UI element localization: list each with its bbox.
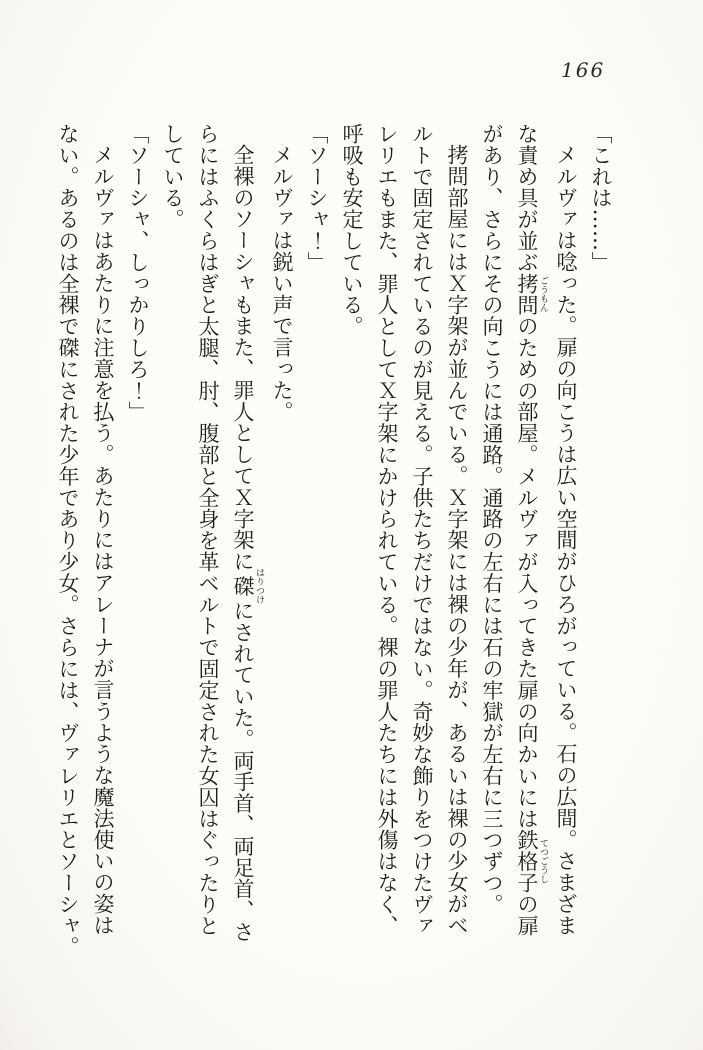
ruby-annotation-tetsugoushi	[515, 829, 548, 894]
text-run: にされていた。両手首、両足首、さ	[231, 600, 255, 943]
text-column-12: らにはふくらはぎと太腿、肘、腹部と全身を革ベルトで固定された女囚はぐったりと	[196, 123, 220, 937]
text-run: の扉	[515, 893, 539, 937]
text-run: な責め具が並ぶ	[515, 123, 539, 273]
text-block	[50, 123, 618, 958]
text-column-7: レリエもまた、罪人としてＸ字架にかけられている。裸の罪人たちには外傷はなく、	[375, 123, 399, 937]
text-column-5: 拷問部屋にはＸ字架が並んでいる。Ｘ字架には裸の少年が、あるいは裸の少女がベ	[445, 144, 469, 936]
ruby-base: 磔	[231, 568, 255, 604]
text-column-6: ルトで固定されているのが見える。子供たちだけではない。奇妙な飾りをつけたヴァ	[410, 123, 434, 937]
text-column-8: 呼吸も安定している。	[340, 123, 364, 337]
text-column-11	[225, 123, 264, 943]
text-run: のための部屋。メルヴァが入ってきた扉の向かいには	[515, 315, 539, 830]
text-column-1: 「これは……」	[589, 123, 613, 273]
text-column-15: メルヴァはあたりに注意を払う。あたりにはアレーナが言うような魔法使いの姿は	[91, 144, 115, 936]
text-column-10: メルヴァは鋭い声で言った。	[270, 144, 294, 423]
ruby-reading: はりつけ	[254, 568, 264, 604]
ruby-annotation-haritsuke	[231, 568, 264, 604]
ruby-base: 鉄格子	[515, 829, 539, 894]
text-column-14: 「ソーシャ、しっかりしろ！」	[126, 123, 150, 423]
text-column-13: している。	[161, 123, 185, 230]
text-column-3	[509, 123, 548, 937]
text-column-4: があり、さらにその向こうには通路。通路の左右には石の牢獄が左右に三つずつ。	[480, 123, 504, 915]
page-number: 166	[561, 58, 606, 82]
text-column-16: ない。あるのは全裸で磔にされた少年であり少女。さらには、ヴァレリエとソーシャ。	[56, 123, 80, 958]
ruby-reading: ごうもん	[538, 272, 548, 316]
ruby-annotation-goumon	[515, 272, 548, 316]
text-run: 全裸のソーシャもまた、罪人としてＸ字架に	[231, 144, 255, 572]
text-column-2: メルヴァは唸った。扉の向こうは広い空間がひろがっている。石の広間。さまざま	[554, 144, 578, 936]
text-column-9: 「ソーシャ！」	[305, 123, 329, 273]
ruby-reading: てつごうし	[538, 829, 548, 894]
ruby-base: 拷問	[515, 272, 539, 316]
